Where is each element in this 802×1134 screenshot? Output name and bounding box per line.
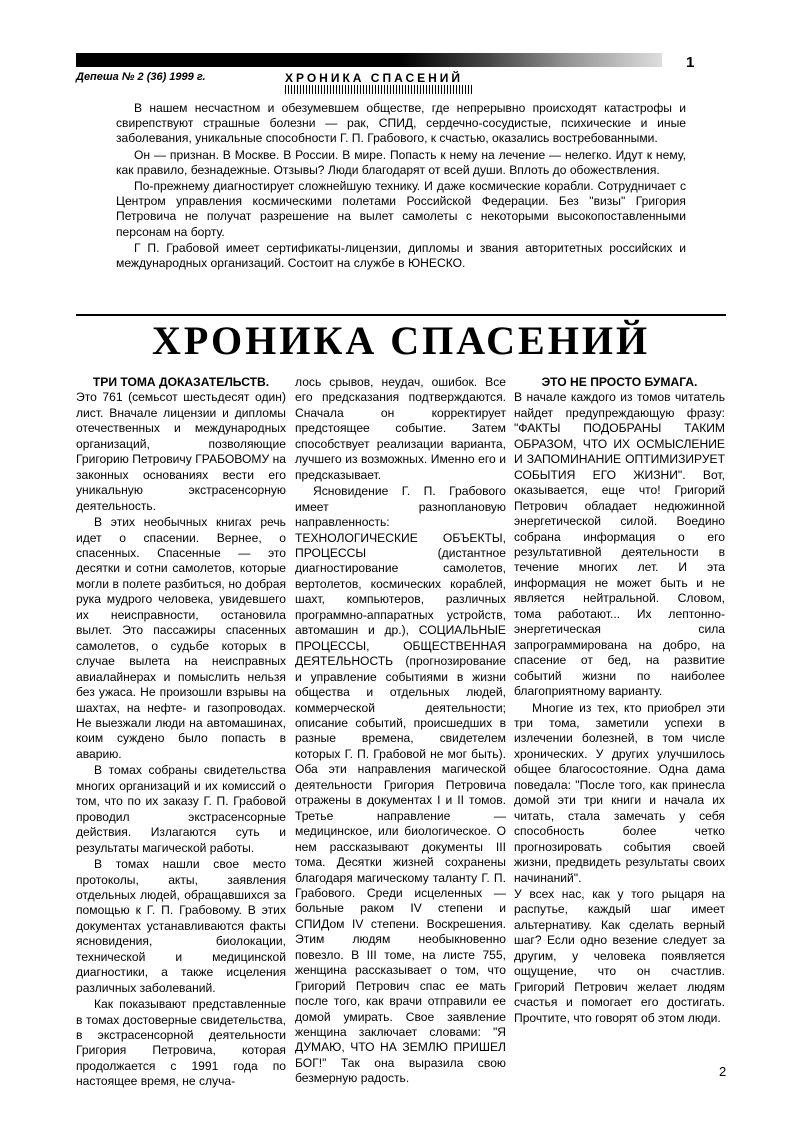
header-bar (76, 53, 662, 67)
column-paragraph: Многие из тех, кто приобрел эти три тома, заметили успехи в излечении болезней, в том числе хронических. У других улучшилось общее благосостояние. Одна дама поведала: "После того, как принесла домой эти три книги и начала их читать, стала замечать у себя способность более четко прогнозировать события своей жизни, предвидеть результаты своих начинаний". (514, 700, 725, 885)
page-number-bottom: 2 (719, 1064, 727, 1079)
article-column-1 (76, 375, 286, 1091)
section-divider (76, 314, 726, 316)
column-paragraph: лось срывов, неудач, ошибок. Все его предсказания подтверждаются. Сначала он корректирует предстоящее событие. Затем способствует реализации варианта, лучшего из возможных. Именно его и предсказывает. (295, 375, 506, 482)
article-column-2 (295, 375, 506, 1088)
column-paragraph: Как показывают представленные в томах достоверные свидетельства, в экстрасенсорной деятельности Григория Петровича, которая продолжается с 1991 года по настоящее время, не случа- (76, 997, 286, 1089)
section-title: ХРОНИКА СПАСЕНИЙ (285, 71, 464, 85)
main-title: ХРОНИКА СПАСЕНИЙ (151, 318, 651, 363)
issue-label: Депеша № 2 (36) 1999 г. (76, 71, 206, 83)
intro-paragraph: Г П. Грабовой имеет сертификаты-лицензии, дипломы и звания авторитетных российских и международных организаций. Состоит на службе в ЮНЕСКО. (116, 240, 686, 271)
intro-paragraph: В нашем несчастном и обезумевшем обществе, где непрерывно происходят катастрофы и свирепствуют страшные болезни — рак, СПИД, сердечно-сосудистые, психические и иные заболевания, уникальные способности Г. П. Грабового, к счастью, оказались востребованными. (116, 101, 686, 146)
intro-block (116, 101, 686, 272)
column-heading: ТРИ ТОМА ДОКАЗАТЕЛЬСТВ. (92, 375, 270, 389)
intro-paragraph: Он — признан. В Москве. В России. В мире. Попасть к нему на лечение — нелегко. Идут к нему, как правило, безнадежные. Отзывы? Люди благодарят от всей души. Вплоть до обожествления. (116, 147, 686, 177)
column-paragraph: В томах нашли свое место протоколы, акты, заявления отдельных людей, обращавшихся за помощью к Г. П. Грабовому. В этих документах устанавливаются факты ясновидения, биолокации, технической и медицинской диагностики, а также исцеления различных заболеваний. (76, 857, 286, 995)
page-number-top: 1 (686, 54, 695, 71)
column-paragraph: В начале каждого из томов читатель найдет предупреждающую фразу: "ФАКТЫ ПОДОБРАНЫ ТАКИМ ОБРАЗОМ, ЧТО ИХ ОСМЫСЛЕНИЕ И ЗАПОМИНАНИЕ ОПТИМИЗИРУЕТ СОБЫТИЯ ЕГО ЖИЗНИ". Вот, оказывается, еще что! Григорий Петрович обладает недюжинной энергетической силой. Воедино собрана информация о его результативной деятельности в течение многих лет. И эта информация не может быть и не является нейтральной. Словом, тома работают... Их лептонно-энергетическая сила запрограммирована на добро, на спасение от бед, на развитие событий жизни по наиболее благоприятному варианту. (514, 390, 725, 699)
article-column-3 (514, 375, 725, 1027)
column-paragraph: В томах собраны свидетельства многих организаций и их комиссий о том, что по их заказу Г. П. Грабовой проводил экстрасенсорные действия. Излагаются суть и результаты магической работы. (76, 763, 286, 855)
decorative-hatch (285, 85, 473, 94)
column-heading: ЭТО НЕ ПРОСТО БУМАГА. (541, 375, 698, 389)
column-paragraph: Это 761 (семьсот шестьдесят один) лист. Вначале лицензии и дипломы отечественных и международных организаций, позволяющие Григорию Петровичу ГРАБОВОМУ на законных основаниях вести его уникальную экстрасенсорную деятельность. (76, 390, 286, 513)
intro-paragraph: По-прежнему диагностирует сложнейшую технику. И даже космические корабли. Сотрудничает с Центром управления космическими полетами Российской Федерации. Без "визы" Григория Петровича не получат разрешение на вылет самолеты с некоторыми высокопоставленными персонам на борту. (116, 179, 686, 239)
column-paragraph: В этих необычных книгах речь идет о спасении. Вернее, о спасенных. Спасенные — это десятки и сотни самолетов, которые могли в полете разбиться, но добрая рука мудрого человека, увидевшего их неисправности, остановила вылет. Это пассажиры спасенных самолетов, о судьбе которых в случае вылета на неисправных авиалайнерах и помыслить нельзя без ужаса. Не произошли взрывы на шахтах, на нефте- и газопроводах. Не выезжали люди на автомашинах, коим суждено было попасть в аварию. (76, 515, 286, 761)
column-paragraph: У всех нас, как у того рыцаря на распутье, каждый шаг имеет альтернативу. Как сделать верный шаг? Если одно везение следует за другим, у человека появляется ощущение, что он счастлив. Григорий Петрович желает людям счастья и помогает его достигать. Прочтите, что говорят об этом люди. (514, 886, 725, 1025)
column-paragraph: Ясновидение Г. П. Грабового имеет разноплановую направленность: ТЕХНОЛОГИЧЕСКИЕ ОБЪЕКТЫ, ПРОЦЕССЫ (дистантное диагностирование самолетов, вертолетов, космических кораблей, шахт, компьютеров, различных программно-аппаратных устройств, автомашин и др.), СОЦИАЛЬНЫЕ ПРОЦЕССЫ, ОБЩЕСТВЕННАЯ ДЕЯТЕЛЬНОСТЬ (прогнозирование и управление событиями в жизни общества и отдельных людей, коммерческой деятельности; описание событий, происшедших в разные времена, свидетелем которых Г. П. Грабовой не мог быть). Оба эти направления магической деятельности Григория Петровича отражены в документах I и II томов. Третье направление — медицинское, или биологическое. О нем рассказывают документы III тома. Десятки жизней сохранены благодаря магическому таланту Г. П. Грабового. Среди исцеленных — больные раком IV степени и СПИДом IV степени. Воскрешения. Этим людям необыкновенно повезло. В III томе, на листе 755, женщина рассказывает о том, что Григорий Петрович спас ее мать после того, как врачи отправили ее домой умирать. Свое заявление женщина заключает словами: "Я ДУМАЮ, ЧТО НА ЗЕМЛЮ ПРИШЕЛ БОГ!" Так она выразила свою безмерную радость. (295, 484, 506, 1086)
